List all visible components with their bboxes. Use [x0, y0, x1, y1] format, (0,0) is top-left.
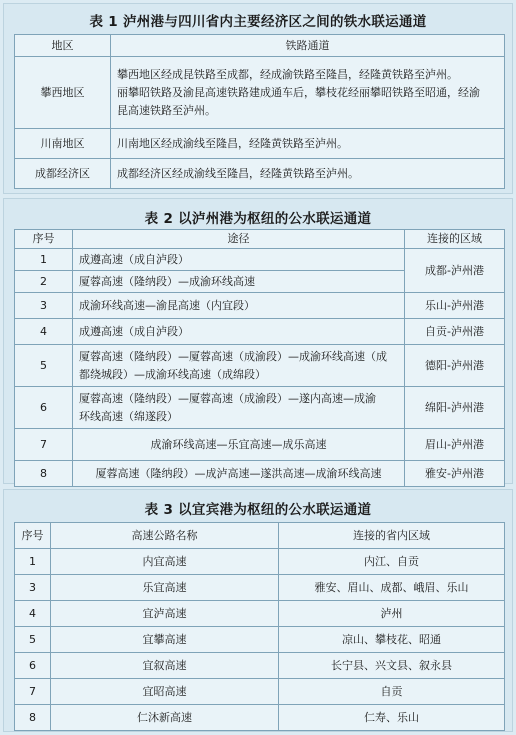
- route-cell: 厦蓉高速（隆纳段）—成泸高速—遂洪高速—成渝环线高速: [73, 461, 405, 487]
- route-cell: 成都经济区经成渝线至隆昌，经隆黄铁路至泸州。: [111, 159, 505, 189]
- table3-header-name: 高速公路名称: [51, 523, 279, 549]
- table1-header-row: [15, 35, 505, 57]
- region-cell: 自贡-泸州港: [405, 319, 505, 345]
- route-line: 环线高速（绵遂段）: [79, 409, 178, 423]
- highway-name-cell: 内宜高速: [51, 549, 279, 575]
- region-cell: 雅安、眉山、成都、峨眉、乐山: [279, 575, 505, 601]
- no-cell: 4: [15, 319, 73, 345]
- no-cell: 8: [15, 461, 73, 487]
- table3: [14, 522, 505, 731]
- table1-header-region: 地区: [15, 35, 111, 57]
- table-row: [15, 627, 505, 653]
- table3-title: 表 3 以宜宾港为枢纽的公水联运通道: [144, 502, 372, 518]
- route-cell: 川南地区经成渝线至隆昌，经隆黄铁路至泸州。: [111, 129, 505, 159]
- table2-panel: [3, 198, 513, 484]
- region-cell: 长宁县、兴文县、叙永县: [279, 653, 505, 679]
- route-cell: [73, 345, 405, 387]
- table1-title: 表 1 泸州港与四川省内主要经济区之间的铁水联运通道: [89, 14, 427, 30]
- route-line: 厦蓉高速（隆纳段）—厦蓉高速（成渝段）—遂内高速—成渝: [79, 391, 376, 405]
- table2-title: 表 2 以泸州港为枢纽的公水联运通道: [144, 211, 372, 227]
- table-row: [15, 653, 505, 679]
- table2-header-no: 序号: [15, 230, 73, 249]
- route-line: 厦蓉高速（隆纳段）—厦蓉高速（成渝段）—成渝环线高速（成: [79, 349, 387, 363]
- table-row: [15, 249, 505, 271]
- table2-header-region: 连接的区域: [405, 230, 505, 249]
- table-row: [15, 679, 505, 705]
- table3-header-row: [15, 523, 505, 549]
- no-cell: 1: [15, 249, 73, 271]
- route-cell: 成遵高速（成自泸段）: [73, 319, 405, 345]
- region-cell: 德阳-泸州港: [405, 345, 505, 387]
- region-cell: 内江、自贡: [279, 549, 505, 575]
- table1: [14, 34, 505, 189]
- route-cell: [111, 57, 505, 129]
- no-cell: 2: [15, 271, 73, 293]
- table3-header-region: 连接的省内区域: [279, 523, 505, 549]
- table-row: [15, 387, 505, 429]
- route-cell: 成遵高速（成自泸段）: [73, 249, 405, 271]
- route-line: 昆高速铁路至泸州。: [117, 103, 216, 117]
- table-row: [15, 461, 505, 487]
- route-cell: 厦蓉高速（隆纳段）—成渝环线高速: [73, 271, 405, 293]
- highway-name-cell: 宜攀高速: [51, 627, 279, 653]
- region-cell: 凉山、攀枝花、昭通: [279, 627, 505, 653]
- no-cell: 3: [15, 293, 73, 319]
- region-cell: 仁寿、乐山: [279, 705, 505, 731]
- no-cell: 1: [15, 549, 51, 575]
- region-cell: 川南地区: [15, 129, 111, 159]
- table-row: [15, 705, 505, 731]
- table-row: [15, 575, 505, 601]
- no-cell: 7: [15, 429, 73, 461]
- table-row: [15, 429, 505, 461]
- region-cell: 乐山-泸州港: [405, 293, 505, 319]
- table3-panel: [3, 489, 513, 732]
- table-row: [15, 549, 505, 575]
- no-cell: 5: [15, 345, 73, 387]
- table-row: [15, 601, 505, 627]
- region-cell: 自贡: [279, 679, 505, 705]
- no-cell: 5: [15, 627, 51, 653]
- route-line: 都绕城段）—成渝环线高速（成绵段）: [79, 367, 266, 381]
- route-line: 丽攀昭铁路及渝昆高速铁路建成通车后，攀枝花经丽攀昭铁路至昭通，经渝: [117, 85, 480, 99]
- region-cell: 成都经济区: [15, 159, 111, 189]
- region-cell: 眉山-泸州港: [405, 429, 505, 461]
- region-cell: 泸州: [279, 601, 505, 627]
- table-row: [15, 57, 505, 129]
- route-line: 攀西地区经成昆铁路至成都，经成渝铁路至隆昌，经隆黄铁路至泸州。: [117, 67, 458, 81]
- region-cell: 攀西地区: [15, 57, 111, 129]
- table-row: [15, 345, 505, 387]
- no-cell: 6: [15, 653, 51, 679]
- table-row: [15, 159, 505, 189]
- region-cell: 成都-泸州港: [405, 249, 505, 293]
- no-cell: 4: [15, 601, 51, 627]
- no-cell: 6: [15, 387, 73, 429]
- table-row: [15, 129, 505, 159]
- table2-header-row: [15, 230, 505, 249]
- region-cell: 绵阳-泸州港: [405, 387, 505, 429]
- no-cell: 8: [15, 705, 51, 731]
- highway-name-cell: 宜昭高速: [51, 679, 279, 705]
- table2-header-route: 途径: [73, 230, 405, 249]
- table1-header-route: 铁路通道: [111, 35, 505, 57]
- region-cell: 雅安-泸州港: [405, 461, 505, 487]
- no-cell: 3: [15, 575, 51, 601]
- no-cell: 7: [15, 679, 51, 705]
- highway-name-cell: 宜泸高速: [51, 601, 279, 627]
- table-row: [15, 319, 505, 345]
- route-cell: 成渝环线高速—乐宜高速—成乐高速: [73, 429, 405, 461]
- table2: [14, 229, 505, 487]
- table-row: [15, 293, 505, 319]
- highway-name-cell: 宜叙高速: [51, 653, 279, 679]
- route-cell: 成渝环线高速—渝昆高速（内宜段）: [73, 293, 405, 319]
- table1-panel: [3, 3, 513, 194]
- table3-header-no: 序号: [15, 523, 51, 549]
- highway-name-cell: 乐宜高速: [51, 575, 279, 601]
- highway-name-cell: 仁沐新高速: [51, 705, 279, 731]
- route-cell: [73, 387, 405, 429]
